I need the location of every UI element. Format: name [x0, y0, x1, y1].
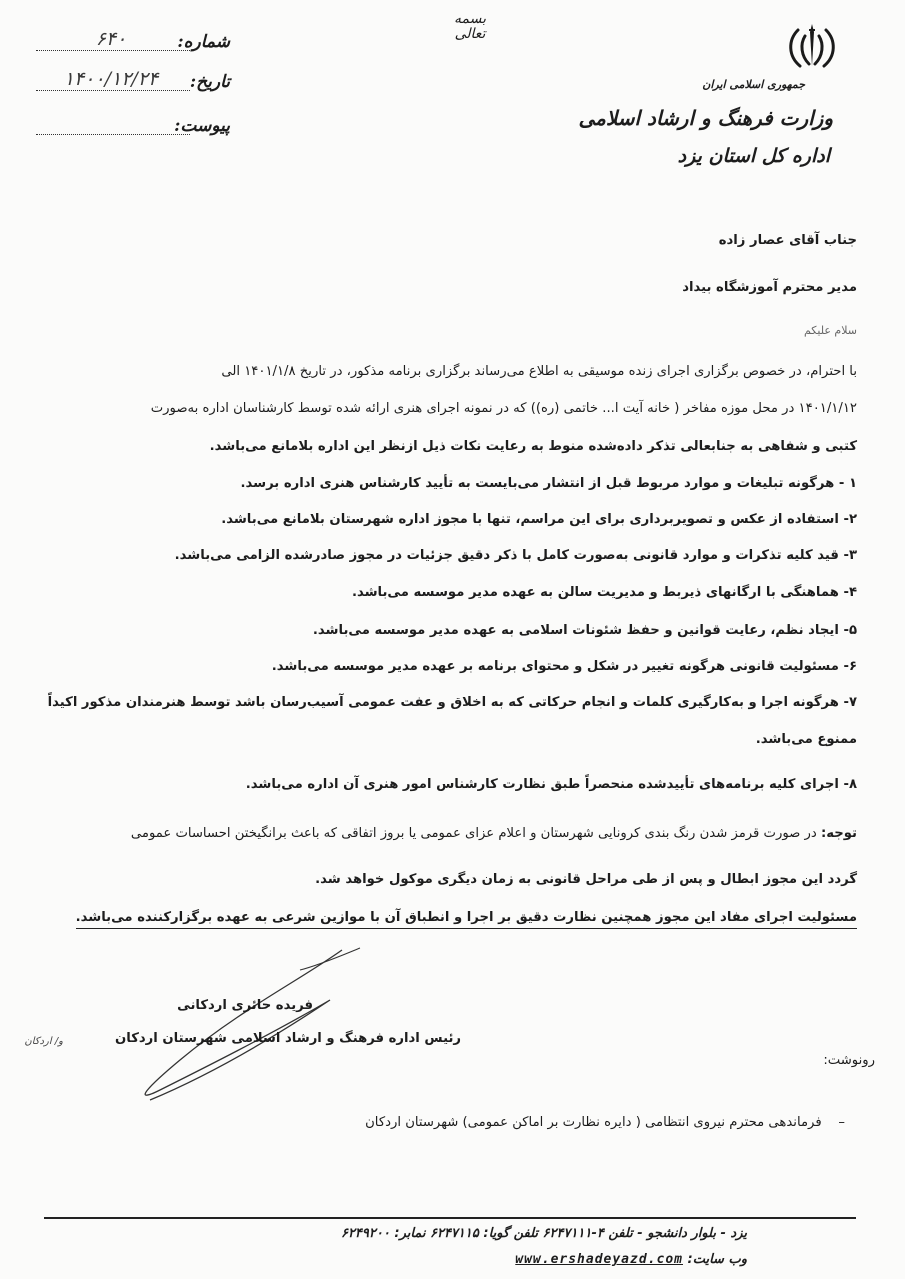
recipient-name: جناب آقای عصار زاده [718, 233, 857, 248]
letter-attachment [30, 116, 230, 142]
note-text-1: در صورت قرمز شدن رنگ بندی کرونایی شهرستان و اعلام عزای عمومی یا بروز اتفاقی که باعث برانگیختن احساسات عمومی [130, 826, 817, 841]
responsibility-line [76, 910, 857, 925]
attachment-label: پیوست: [174, 116, 230, 136]
cc-bullet: – [821, 1115, 845, 1130]
note-line-1 [131, 826, 857, 841]
intro-line-2: ۱۴۰۱/۱/۱۲ در محل موزه مفاخر ( خانه آیت ا... خاتمی (ره)) که در نمونه اجرای هنری ارائه شده توسط کارشناسان اداره به‌صورت [150, 401, 857, 416]
note-line-2: گردد این مجوز ابطال و پس از طی مراحل قانونی به زمان دیگری موکول خواهد شد. [315, 872, 857, 887]
number-dotted-line [36, 50, 190, 51]
number-label: شماره: [177, 32, 230, 52]
attachment-dotted-line [36, 134, 190, 135]
org-ministry: وزارت فرهنگ و ارشاد اسلامی [578, 106, 833, 130]
responsibility-text: مسئولیت اجرای مفاد این مجوز همچنین نظارت دقیق بر اجرا و انطباق آن با موازین شرعی به عهده برگزارکننده می‌باشد. [76, 910, 857, 929]
condition-item-6: ۶- مسئولیت قانونی هرگونه تغییر در شکل و محتوای برنامه بر عهده مدیر موسسه می‌باشد. [271, 659, 857, 674]
date-value: ۱۴۰۰/۱۲/۲۴ [63, 68, 159, 90]
footer-website-row [515, 1252, 747, 1267]
signer-name: فریده حائری اردکانی [177, 998, 313, 1013]
website-label: وب سایت: [687, 1252, 747, 1267]
basmala: بسمه تعالی [454, 11, 486, 43]
condition-item-1: ۱ - هرگونه تبلیغات و موارد مربوط قبل از انتشار می‌بایست به تأیید کارشناس هنری اداره برسد. [240, 476, 857, 491]
cc-label: رونوشت: [823, 1053, 875, 1068]
intro-line-3: کتبی و شفاهی به جنابعالی تذکر داده‌شده منوط به رعایت نکات ذیل ازنظر این اداره بلامانع می‌باشد. [209, 439, 857, 454]
intro-line-1: با احترام، در خصوص برگزاری اجرای زنده موسیقی به اطلاع می‌رساند برگزاری برنامه مذکور، در تاریخ ۱۴۰۱/۱/۸ الی [221, 364, 857, 379]
date-label: تاریخ: [189, 72, 230, 92]
greeting: سلام علیکم [803, 324, 857, 337]
letter-date [30, 68, 230, 98]
cc-item [365, 1115, 845, 1130]
footer-divider [44, 1217, 856, 1219]
signature-scribble-text: و/ اردکان [24, 1036, 63, 1047]
condition-item-3: ۳- قید کلیه تذکرات و موارد قانونی به‌صورت کامل با ذکر دقیق جزئیات در مجوز صادرشده الزامی می‌باشد. [174, 548, 857, 563]
letter-number [30, 28, 230, 58]
condition-item-5: ۵- ایجاد نظم، رعایت قوانین و حفظ شئونات اسلامی به عهده مدیر موسسه می‌باشد. [312, 623, 857, 638]
handwritten-signature [120, 940, 380, 1110]
condition-item-4: ۴- هماهنگی با ارگانهای ذیربط و مدیریت سالن به عهده مدیر موسسه می‌باشد. [351, 585, 857, 600]
note-label: توجه: [821, 826, 857, 841]
condition-item-7: ۷- هرگونه اجرا و به‌کارگیری کلمات و انجام حرکاتی که به اخلاق و عفت عمومی آسیب‌رسان باشد توسط هنرمندان مذکور اکیداً [47, 695, 857, 710]
date-dotted-line [36, 90, 190, 91]
condition-item-7-cont: ممنوع می‌باشد. [755, 732, 857, 747]
org-country: جمهوری اسلامی ایران [702, 78, 805, 91]
condition-item-2: ۲- استفاده از عکس و تصویربرداری برای این مراسم، تنها با مجوز اداره شهرستان بلامانع می‌باشد. [221, 512, 857, 527]
footer-address: یزد - بلوار دانشجو - تلفن ۴-۶۲۴۷۱۱۱ تلفن گویا: ۶۲۴۷۱۱۵ نمابر: ۶۲۴۹۲۰۰ [340, 1226, 747, 1241]
org-office: اداره کل استان یزد [677, 145, 830, 167]
website-link[interactable]: www.ershadeyazd.com [515, 1252, 683, 1267]
condition-item-8: ۸- اجرای کلیه برنامه‌های تأییدشده منحصراً طبق نظارت کارشناس امور هنری آن اداره می‌باشد. [245, 777, 857, 792]
number-value: ۶۴۰ [95, 28, 127, 50]
iran-emblem-icon [784, 22, 840, 70]
recipient-title: مدیر محترم آموزشگاه بیداد [682, 280, 857, 295]
signer-title: رئیس اداره فرهنگ و ارشاد اسلامی شهرستان اردکان [115, 1031, 461, 1046]
cc-item-text: فرماندهی محترم نیروی انتظامی ( دایره نظارت بر اماکن عمومی) شهرستان اردکان [365, 1115, 822, 1130]
